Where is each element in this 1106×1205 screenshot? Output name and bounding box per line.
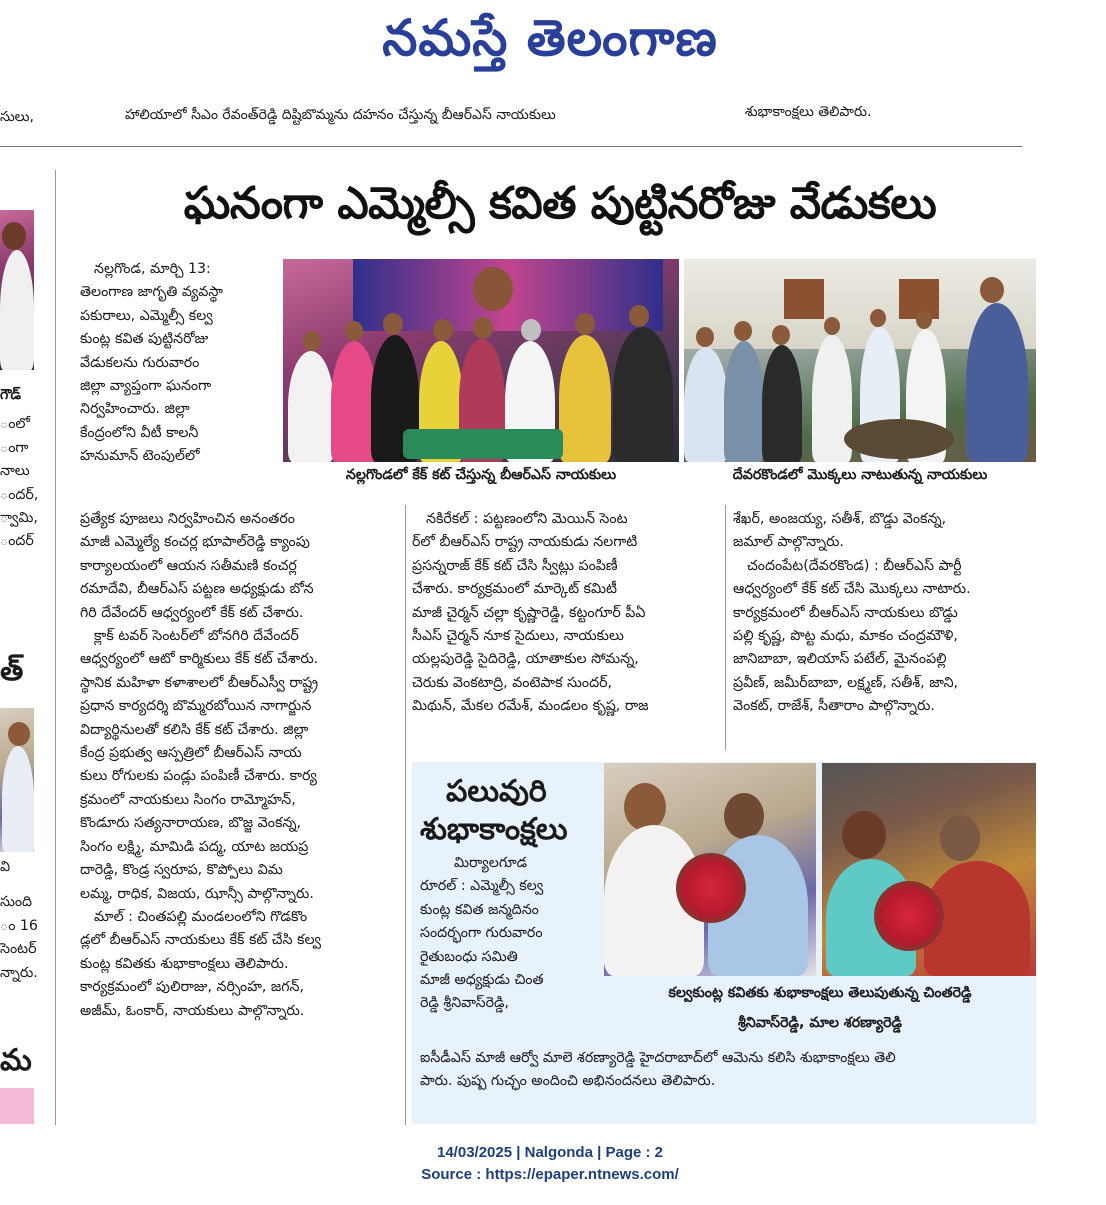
top-divider bbox=[0, 146, 1022, 147]
left-column-divider bbox=[55, 170, 56, 1125]
top-strip-right-fragment: శుభాకాంక్షలు తెలిపారు. bbox=[745, 104, 872, 120]
dateline: నల్లగొండ, మార్చి 13: bbox=[94, 261, 211, 277]
article-column-2: నకిరేకల్ : పట్టణంలోని మెయిన్ సెంట ర్‌లో బీఆర్‌ఎస్ రాష్ట్ర నాయకుడు నలగాటి ప్రసన్నరాజ్ కేక్ కట్ చేసి స్వీట్లు పంపిణీ చేశారు. కార్యక్రమంలో మార్కెట్ కమిటీ మాజీ చైర్మన్ చల్లా కృష్ణారెడ్డి, కట్టంగూర్ పీఏ సీఎస్ చైర్మన్ నూక సైదులు, నాయకులు యల్లపురెడ్డి సైదిరెడ్డి, యాతాకుల సోమన్న, చెరుకు వెంకటాద్రి, వంటెపాక సుందర్, మిథున్, మేకల రమేశ్, మండలం కృష్ణ, రాజ bbox=[412, 511, 649, 715]
greetings-box-text: మిర్యాలగూడ రూరల్ : ఎమ్మెల్సీ కల్వ కుంట్ల కవిత జన్మదినం సందర్భంగా గురువారం రైతుబంధు సమితి మాజీ అధ్యక్షుడు చింత రెడ్డి శ్రీనివాస్‌రెడ్డి, bbox=[420, 855, 544, 1012]
left-edge-text-2: వి సుంది ం 16 సెంటర్ న్నారు. bbox=[0, 859, 38, 981]
article-headline: ఘనంగా ఎమ్మెల్సీ కవిత పుట్టినరోజు వేడుకలు bbox=[183, 178, 937, 229]
article-column-1-top: నల్లగొండ, మార్చి 13: తెలంగాణ జాగృతి వ్యవస్థా పకురాలు, ఎమ్మెల్సీ కల్వ కుంట్ల కవిత పుట్టినరోజు వేడుకలను గురువారం జిల్లా వ్యాప్తంగా ఘనంగా నిర్వహించారు. జిల్లా కేంద్రంలోని వీటీ కాలనీ హనుమాన్ టెంపుల్‌లో bbox=[80, 258, 270, 469]
column-divider-2 bbox=[725, 505, 726, 750]
greetings-box-text-wide: ఐసీడీఎస్ మాజీ ఆర్వో మాలె శరణ్యారెడ్డి హైదరాబాద్‌లో ఆమెను కలిసి శుభాకాంక్షలు తెలి పారు. పుష్ప గుచ్ఛం అందించి అభినందనలు తెలిపారు. bbox=[420, 1050, 896, 1090]
photo-planting-caption: దేవరకొండలో మొక్కలు నాటుతున్న నాయకులు bbox=[732, 467, 988, 483]
footer-source-link[interactable]: Source : https://epaper.ntnews.com/ bbox=[421, 1166, 679, 1183]
top-strip-caption: హాలియాలో సీఎం రేవంత్‌రెడ్డి దిష్టిబొమ్మను దహనం చేస్తున్న బీఆర్‌ఎస్‌ నాయకులు bbox=[125, 107, 556, 123]
photo-greeting-2 bbox=[822, 763, 1036, 976]
left-edge-photo-2 bbox=[0, 708, 34, 852]
top-strip-left-fragment: సులు, bbox=[0, 109, 34, 125]
left-edge-headline-fragment: త్ bbox=[0, 653, 24, 688]
photo-cake-cutting-caption: నల్లగొండలో కేక్ కట్ చేస్తున్న బీఆర్‌ఎస్ నాయకులు bbox=[345, 467, 617, 483]
column-divider-1 bbox=[405, 505, 406, 1125]
greetings-box-title-1: పలువురి bbox=[446, 774, 547, 809]
masthead-title: నమస్తే తెలంగాణ bbox=[382, 8, 718, 67]
greetings-caption-line-2: శ్రీనివాస్‌రెడ్డి, మాల శరణ్యారెడ్డి bbox=[737, 1015, 903, 1031]
footer-date-edition: 14/03/2025 | Nalgonda | Page : 2 bbox=[437, 1144, 663, 1161]
photo-planting bbox=[684, 259, 1036, 462]
left-edge-photo bbox=[0, 210, 34, 370]
left-edge-text-1: గౌడ్ ంలో ంగా నాలు ందర్, ్వామి, ందర్ bbox=[0, 387, 39, 550]
photo-greeting-1 bbox=[604, 763, 816, 976]
photo-cake-cutting bbox=[283, 259, 679, 462]
greetings-box-title-2: శుభాకాంక్షలు bbox=[420, 812, 568, 847]
article-column-1-body: ప్రత్యేక పూజలు నిర్వహించిన అనంతరం మాజీ ఎమ్మెల్యే కంచర్ల భూపాల్‌రెడ్డి క్యాంపు కార్యాలయంలో ఆయన సతీమణి కంచర్ల రమాదేవి, బీఆర్‌ఎస్‌ పట్టణ అధ్యక్షుడు బోన గిరి దేవేందర్ ఆధ్వర్యంలో కేక్ కట్ చేశారు. క్లాక్ టవర్ సెంటర్‌లో బోనగిరి దేవేందర్ ఆధ్వర్యంలో ఆటో కార్మికులు కేక్ కట్ చేశారు. స్థానిక మహిళా కళాశాలలో బీఆర్‌ఎస్వీ రాష్ట్ర ప్రధాన కార్యదర్శి బొమ్మరబోయిన నాగార్జున విద్యార్థినులతో కలిసి కేక్ కట్ చేశారు. జిల్లా కేంద్ర ప్రభుత్వ ఆస్పత్రిలో బీఆర్‌ఎస్ నాయ కులు రోగులకు పండ్లు పంపిణీ చేశారు. కార్య క్రమంలో నాయకులు సింగం రామ్మోహన్, కొండూరు సత్యనారాయణ, బొజ్జ వెంకన్న, సింగం లక్ష్మి, మామిడి పద్మ, యాట జయప్ర దారెడ్డి, కొండ్ర స్వరూప, కొప్పోలు విమ లమ్మ, రాధిక, విజయ, ఝాన్సీ పాల్గొన్నారు. మాల్ : చింతపల్లి మండలంలోని గొడకొం డ్లలో బీఆర్‌ఎస్ నాయకులు కేక్ కట్ చేసి కల్వ కుంట్ల కవితకు శుభాకాంక్షలు తెలిపారు. కార్యక్రమంలో పులిరాజు, నర్సింహ, జగన్, అజీమ్, ఓంకార్, నాయకులు పాల్గొన్నారు. bbox=[80, 511, 322, 1019]
left-edge-headline-fragment-2: మ bbox=[0, 1043, 32, 1078]
article-column-3: శేఖర్, అంజయ్య, సతీశ్, బొడ్డు వెంకన్న, జమాల్ పాల్గొన్నారు. చందంపేట(దేవరకొండ) : బీఆర్‌ఎస్ పార్టీ ఆధ్వర్యంలో కేక్ కట్ చేసి మొక్కలు నాటారు. కార్యక్రమంలో బీఆర్‌ఎస్ నాయకులు బొడ్డు పల్లి కృష్ణ, పొట్ట మధు, మాకం చంద్రమౌళి, జానిబాబా, ఇలియాస్ పటేల్, మైనంపల్లి ప్రవీణ్, జమీర్‌బాబా, లక్ష్మణ్, సతీశ్, జాని, వెంకట్, రాజేశ్, సీతారాం పాల్గొన్నారు. bbox=[733, 511, 971, 715]
left-edge-pink-block bbox=[0, 1088, 34, 1124]
greetings-caption-line-1: కల్వకుంట్ల కవితకు శుభాకాంక్షలు తెలుపుతున్న చింతరెడ్డి bbox=[668, 985, 972, 1001]
